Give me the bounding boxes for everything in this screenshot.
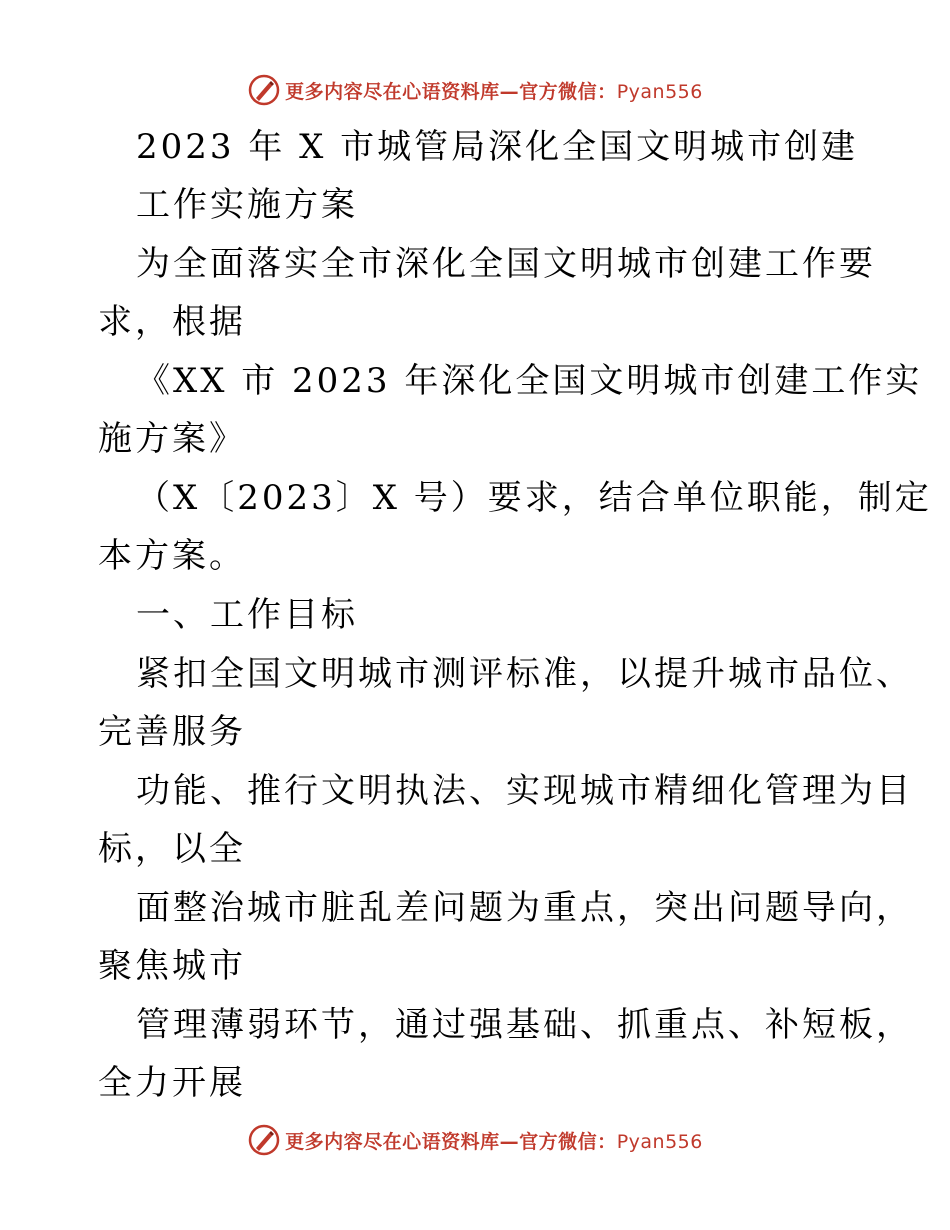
body-line-4: 标，以全	[98, 829, 246, 869]
intro-line-1: 为全面落实全市深化全国文明城市创建工作要	[136, 244, 876, 284]
watermark-wechat-id: Pyan556	[616, 80, 703, 103]
section-heading-goals: 一、工作目标	[136, 595, 358, 635]
intro-line-4: 施方案》	[98, 419, 246, 459]
watermark-banner-bottom	[0, 1120, 950, 1160]
intro-line-6: 本方案。	[98, 536, 246, 576]
body-line-7: 管理薄弱环节，通过强基础、抓重点、补短板，	[136, 1005, 913, 1045]
watermark-wechat-label: 官方微信：	[519, 1130, 617, 1153]
body-line-1: 紧扣全国文明城市测评标准，以提升城市品位、	[136, 654, 913, 694]
body-line-3: 功能、推行文明执法、实现城市精细化管理为目	[136, 771, 913, 811]
document-title-line-2: 工作实施方案	[136, 185, 358, 225]
watermark-dash: —	[499, 1130, 520, 1153]
body-line-8: 全力开展	[98, 1063, 246, 1103]
intro-line-2: 求，根据	[98, 302, 246, 342]
watermark-site-text: 更多内容尽在心语资料库	[285, 1130, 500, 1153]
watermark-dash: —	[499, 80, 520, 103]
watermark-wechat-label: 官方微信：	[519, 80, 617, 103]
watermark-site-text: 更多内容尽在心语资料库	[285, 80, 500, 103]
body-line-2: 完善服务	[98, 712, 246, 752]
body-line-6: 聚焦城市	[98, 946, 246, 986]
document-title-line-1: 2023 年 X 市城管局深化全国文明城市创建	[136, 127, 859, 167]
body-line-5: 面整治城市脏乱差问题为重点，突出问题导向，	[136, 888, 913, 928]
intro-line-5: （X〔2023〕X 号）要求，结合单位职能，制定	[136, 478, 932, 518]
intro-line-3: 《XX 市 2023 年深化全国文明城市创建工作实	[136, 361, 923, 401]
pen-logo-icon	[247, 1123, 281, 1157]
watermark-wechat-id: Pyan556	[616, 1130, 703, 1153]
